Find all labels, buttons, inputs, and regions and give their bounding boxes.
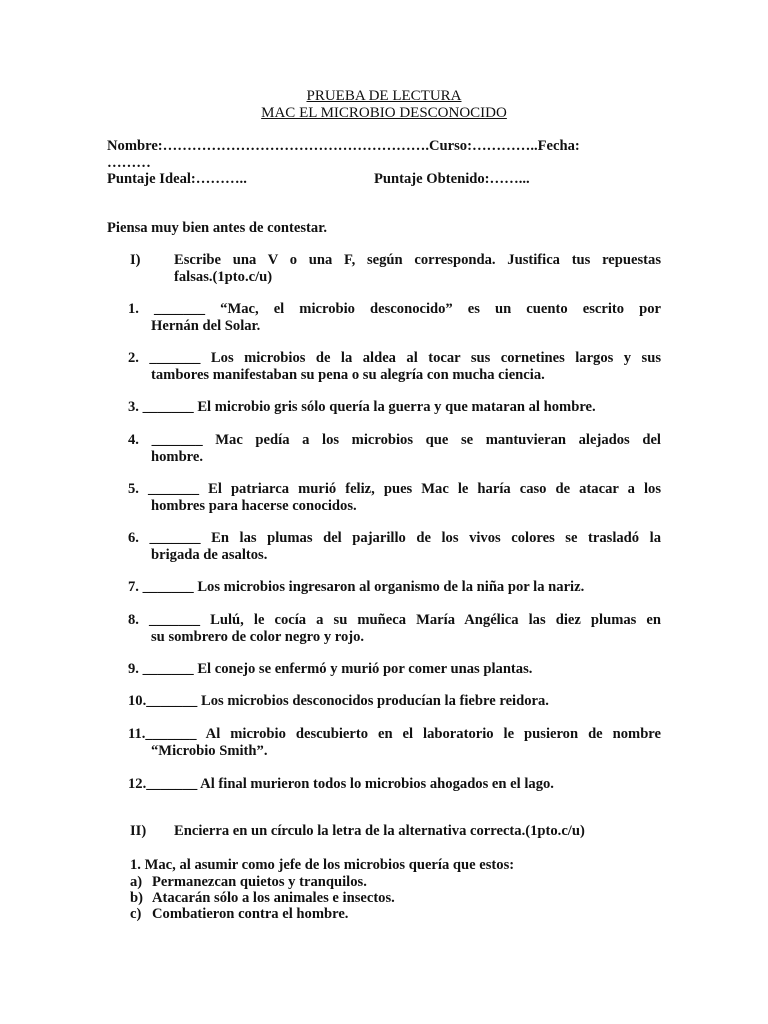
true-false-item — [128, 726, 661, 760]
item-text-cont: hombre. — [151, 449, 204, 465]
instructions: Piensa muy bien antes de contestar. — [107, 220, 327, 236]
item-text: 5. _______ El patriarca murió feliz, pues Mac le haría caso de atacar a los — [128, 481, 661, 497]
item-text-cont: tambores manifestaban su pena o su alegría con mucha ciencia. — [151, 367, 545, 383]
item-text: 4. _______ Mac pedía a los microbios que se mantuvieran alejados del — [128, 432, 661, 448]
student-info-line: Nombre:……………………………………………….Curso:…………..Fecha: — [107, 138, 580, 154]
ideal-score-field: Puntaje Ideal:……….. — [107, 171, 247, 187]
story-title: MAC EL MICROBIO DESCONOCIDO — [261, 105, 507, 121]
true-false-item — [128, 579, 661, 596]
alternative-c[interactable] — [130, 906, 348, 923]
true-false-item — [128, 776, 661, 793]
alternative-text: Atacarán sólo a los animales e insectos. — [152, 890, 395, 906]
true-false-item — [128, 481, 661, 515]
item-text-cont: su sombrero de color negro y rojo. — [151, 629, 365, 645]
section-1-heading — [130, 252, 661, 286]
section-1-line1: Escribe una V o una F, según corresponda. Justifica tus repuestas — [174, 252, 661, 268]
alternative-key: a) — [130, 874, 143, 890]
alternative-text: Permanezcan quietos y tranquilos. — [152, 874, 367, 890]
true-false-item — [128, 399, 661, 416]
item-text: 2. _______ Los microbios de la aldea al tocar sus cornetines largos y sus — [128, 350, 661, 366]
true-false-item — [128, 661, 661, 678]
section-1-line2: falsas.(1pto.c/u) — [174, 269, 273, 285]
true-false-item — [128, 693, 661, 710]
item-text: 11._______ Al microbio descubierto en el laboratorio le pusieron de nombre — [128, 726, 661, 742]
section-2-line1: Encierra en un círculo la letra de la alternativa correcta.(1pto.c/u) — [174, 823, 585, 839]
true-false-item — [128, 301, 661, 335]
true-false-item — [128, 350, 661, 384]
section-1-numeral: I) — [130, 252, 141, 268]
item-text: 3. _______ El microbio gris sólo quería la guerra y que mataran al hombre. — [128, 399, 596, 415]
exam-title: PRUEBA DE LECTURA — [306, 88, 462, 104]
alternative-key: c) — [130, 906, 142, 922]
obtained-score-field: Puntaje Obtenido:……... — [374, 171, 530, 187]
alternative-key: b) — [130, 890, 143, 906]
alternative-b[interactable] — [130, 890, 395, 907]
true-false-item — [128, 530, 661, 564]
item-text: 8. _______ Lulú, le cocía a su muñeca María Angélica las diez plumas en — [128, 612, 661, 628]
item-text-cont: hombres para hacerse conocidos. — [151, 498, 357, 514]
section-2-heading — [130, 823, 661, 840]
alternative-text: Combatieron contra el hombre. — [152, 906, 349, 922]
true-false-item — [128, 612, 661, 646]
true-false-item — [128, 432, 661, 466]
item-text-cont: Hernán del Solar. — [151, 318, 261, 334]
item-text-cont: brigada de asaltos. — [151, 547, 268, 563]
item-text: 7. _______ Los microbios ingresaron al organismo de la niña por la nariz. — [128, 579, 585, 595]
item-text: 1. _______ “Mac, el microbio desconocido” es un cuento escrito por — [128, 301, 661, 317]
item-text-cont: “Microbio Smith”. — [151, 743, 268, 759]
item-text: 12._______ Al final murieron todos lo microbios ahogados en el lago. — [128, 776, 554, 792]
item-text: 9. _______ El conejo se enfermó y murió por comer unas plantas. — [128, 661, 533, 677]
alternative-a[interactable] — [130, 874, 367, 891]
item-text: 6. _______ En las plumas del pajarillo de los vivos colores se trasladó la — [128, 530, 661, 546]
question-1: 1. Mac, al asumir como jefe de los microbios quería que estos: — [130, 857, 515, 873]
date-blank: ……… — [107, 155, 151, 171]
item-text: 10._______ Los microbios desconocidos producían la fiebre reidora. — [128, 693, 549, 709]
section-2-numeral: II) — [130, 823, 147, 839]
